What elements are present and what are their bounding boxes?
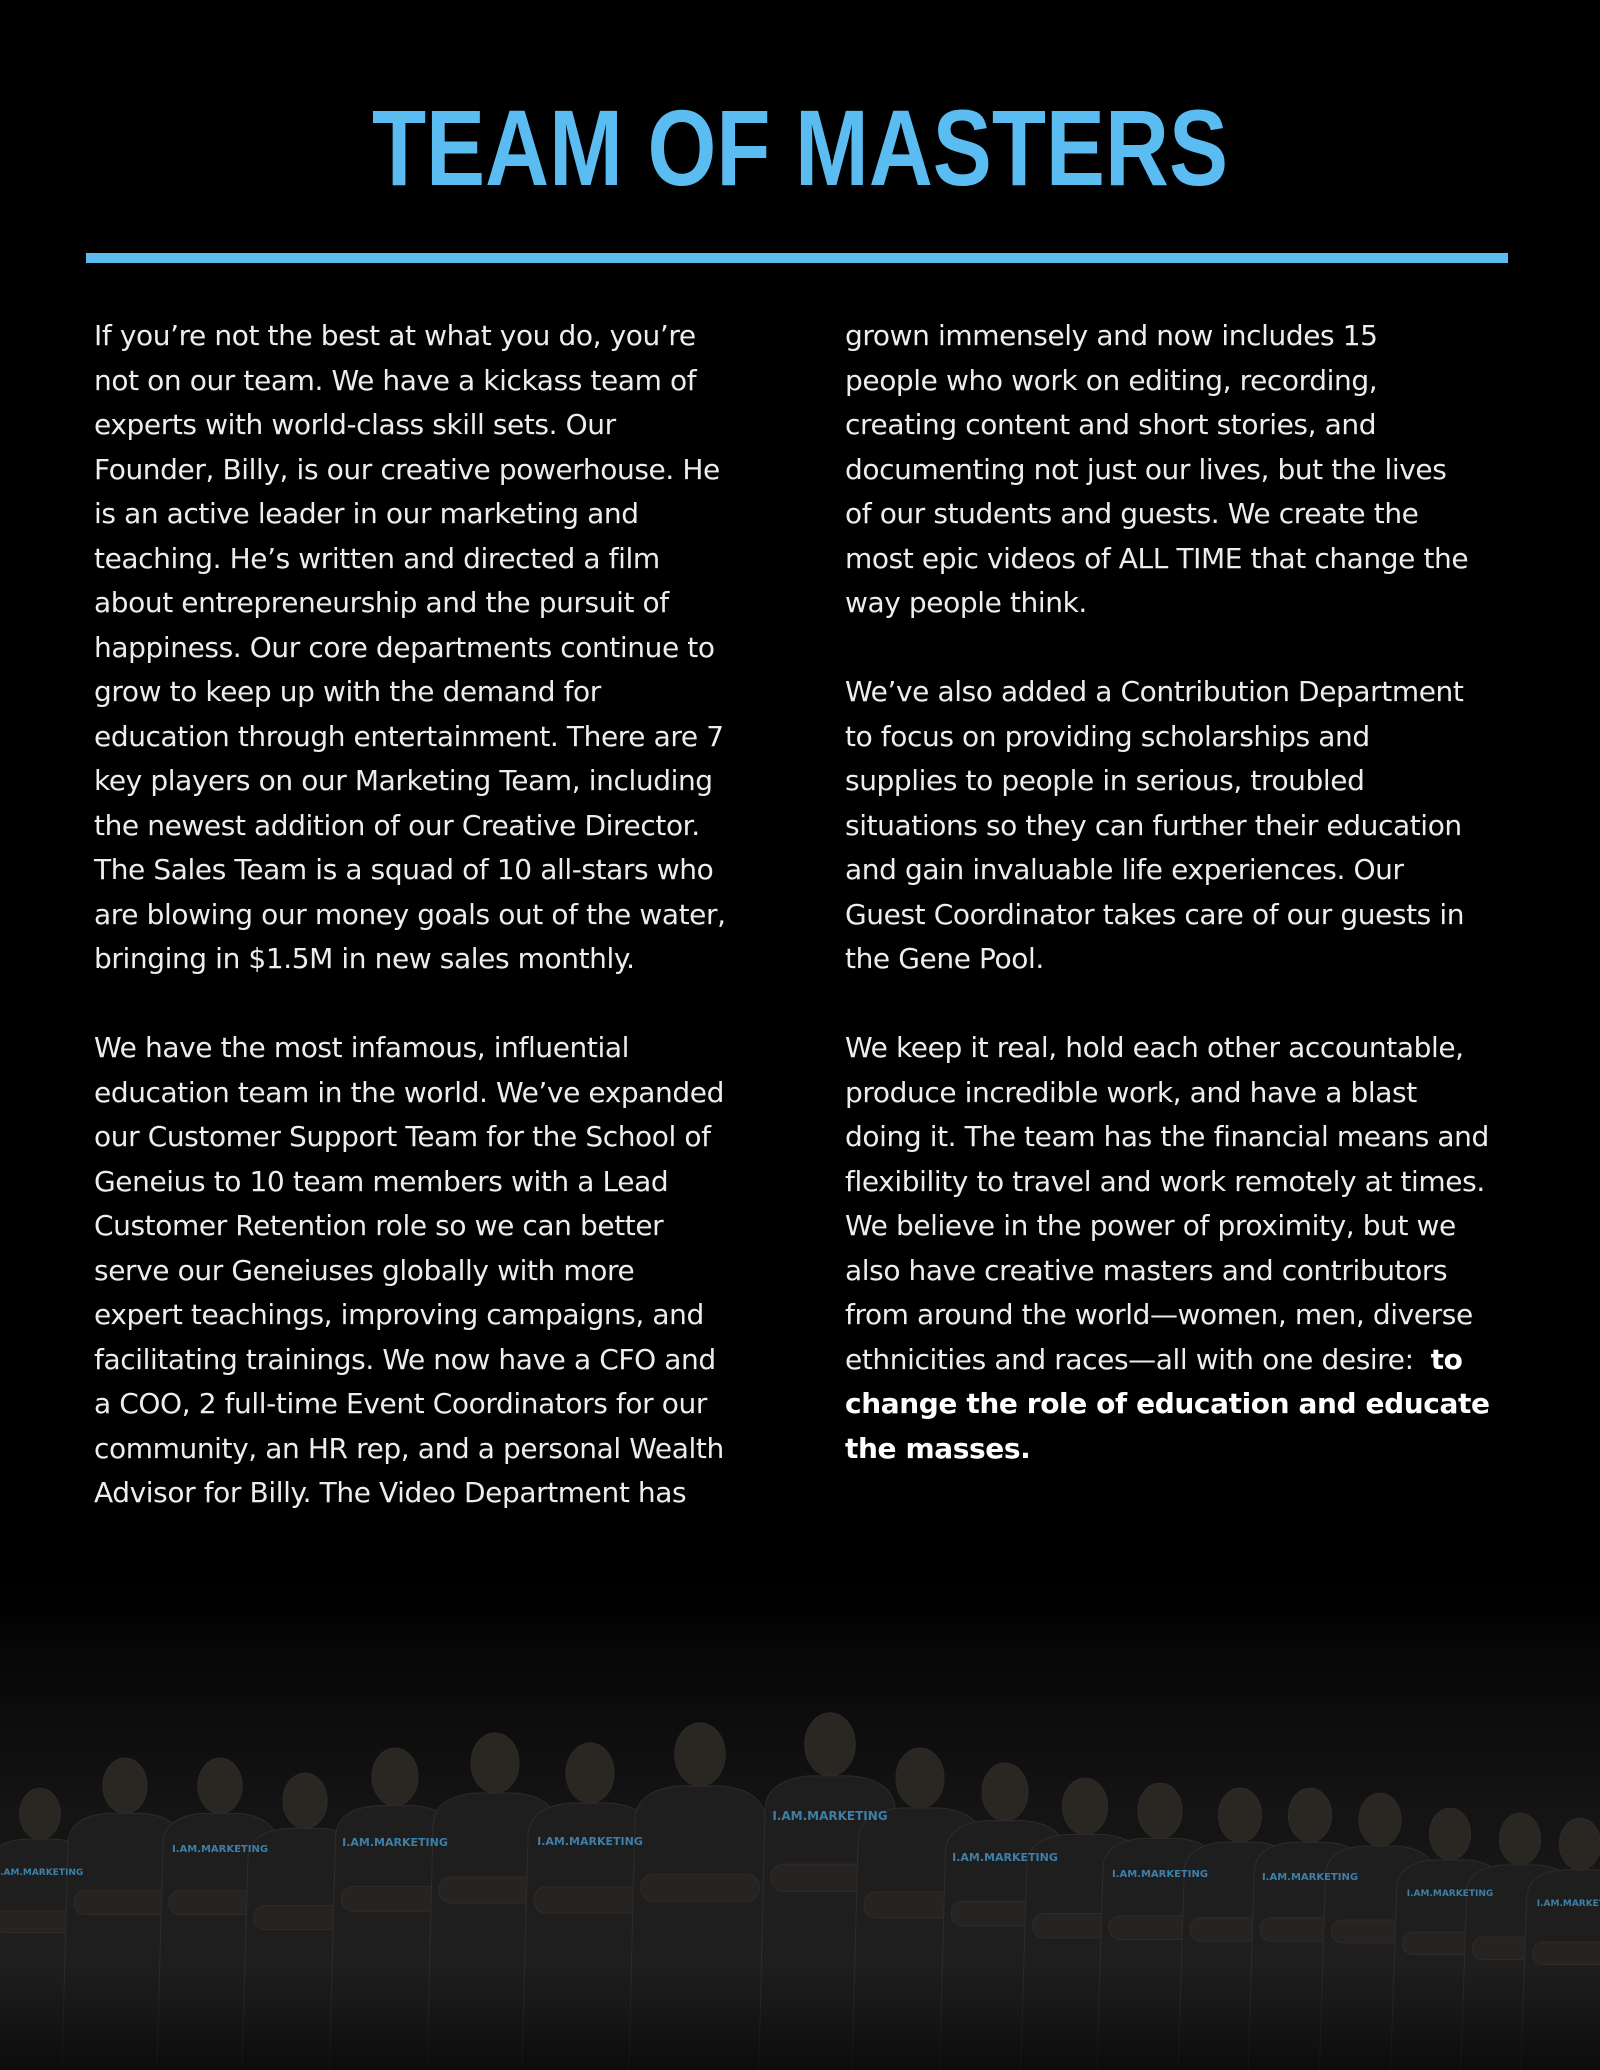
left-column — [94, 314, 774, 1516]
text-line: Founder, Billy, is our creative powerhouse. He — [94, 452, 720, 486]
text-line: teaching. He’s written and directed a film — [94, 541, 660, 575]
title-divider — [86, 253, 1508, 263]
text-line: situations so they can further their education — [845, 808, 1462, 842]
text-line: happiness. Our core departments continue to — [94, 630, 715, 664]
text-line: our Customer Support Team for the School of — [94, 1120, 711, 1153]
left-paragraph-2 — [94, 1026, 774, 1516]
text-line: about entrepreneurship and the pursuit of — [94, 586, 669, 619]
text-line: We believe in the power of proximity, but we — [845, 1209, 1456, 1242]
text-segment: ethnicities and races—all with one desire: — [845, 1342, 1414, 1376]
text-line: the Gene Pool. — [845, 942, 1044, 975]
left-paragraph-1 — [94, 314, 774, 982]
text-line: doing it. The team has the financial means and — [845, 1120, 1489, 1153]
text-line: from around the world—women, men, diverse — [845, 1298, 1473, 1331]
text-line: the newest addition of our Creative Director. — [94, 808, 700, 842]
text-line: facilitating trainings. We now have a CFO and — [94, 1342, 716, 1376]
text-line: education through entertainment. There are 7 — [94, 719, 724, 753]
text-line: people who work on editing, recording, — [845, 363, 1378, 397]
right-paragraph-3 — [845, 1026, 1525, 1471]
text-line: is an active leader in our marketing and — [94, 497, 639, 530]
text-line: serve our Geneiuses globally with more — [94, 1253, 635, 1287]
text-line: produce incredible work, and have a blast — [845, 1075, 1417, 1109]
text-line: way people think. — [845, 586, 1087, 619]
emphasis-text: to — [1430, 1342, 1463, 1376]
text-line: grow to keep up with the demand for — [94, 675, 601, 708]
text-line: a COO, 2 full-time Event Coordinators for our — [94, 1387, 707, 1420]
text-line: We keep it real, hold each other accountable, — [845, 1031, 1464, 1064]
right-paragraph-2 — [845, 670, 1525, 982]
text-line: bringing in $1.5M in new sales monthly. — [94, 942, 635, 975]
emphasis-line: the masses. — [845, 1431, 1031, 1465]
text-line-mixed — [845, 1338, 1525, 1383]
text-line: and gain invaluable life experiences. Our — [845, 853, 1404, 886]
text-line: experts with world-class skill sets. Our — [94, 408, 616, 441]
text-line: Geneius to 10 team members with a Lead — [94, 1164, 669, 1198]
text-line: grown immensely and now includes 15 — [845, 319, 1378, 352]
text-line: of our students and guests. We create the — [845, 497, 1419, 530]
text-line: Guest Coordinator takes care of our guests in — [845, 897, 1465, 931]
text-line: education team in the world. We’ve expanded — [94, 1075, 724, 1109]
page-title: TEAM OF MASTERS — [371, 87, 1229, 208]
text-line: We’ve also added a Contribution Department — [845, 675, 1464, 708]
text-line: If you’re not the best at what you do, you’re — [94, 319, 696, 352]
text-line: are blowing our money goals out of the water, — [94, 897, 726, 931]
text-line: key players on our Marketing Team, including — [94, 764, 713, 797]
text-line: flexibility to travel and work remotely at times. — [845, 1164, 1485, 1198]
right-paragraph-1 — [845, 314, 1525, 626]
text-line: Advisor for Billy. The Video Department has — [94, 1476, 687, 1509]
text-line: The Sales Team is a squad of 10 all-stars who — [94, 853, 714, 886]
text-line: expert teachings, improving campaigns, and — [94, 1298, 704, 1331]
text-line: documenting not just our lives, but the lives — [845, 452, 1447, 486]
text-line: We have the most infamous, influential — [94, 1031, 629, 1064]
team-photo — [0, 1560, 1600, 2070]
text-line: to focus on providing scholarships and — [845, 719, 1370, 753]
text-line: supplies to people in serious, troubled — [845, 764, 1365, 797]
text-line: also have creative masters and contributors — [845, 1253, 1448, 1287]
text-line: Customer Retention role so we can better — [94, 1209, 664, 1242]
text-line: most epic videos of ALL TIME that change the — [845, 541, 1469, 575]
emphasis-line: change the role of education and educate — [845, 1387, 1490, 1420]
text-line: community, an HR rep, and a personal Wealth — [94, 1431, 724, 1465]
text-line: not on our team. We have a kickass team of — [94, 363, 697, 397]
text-line: creating content and short stories, and — [845, 408, 1377, 441]
right-column — [845, 314, 1525, 1471]
